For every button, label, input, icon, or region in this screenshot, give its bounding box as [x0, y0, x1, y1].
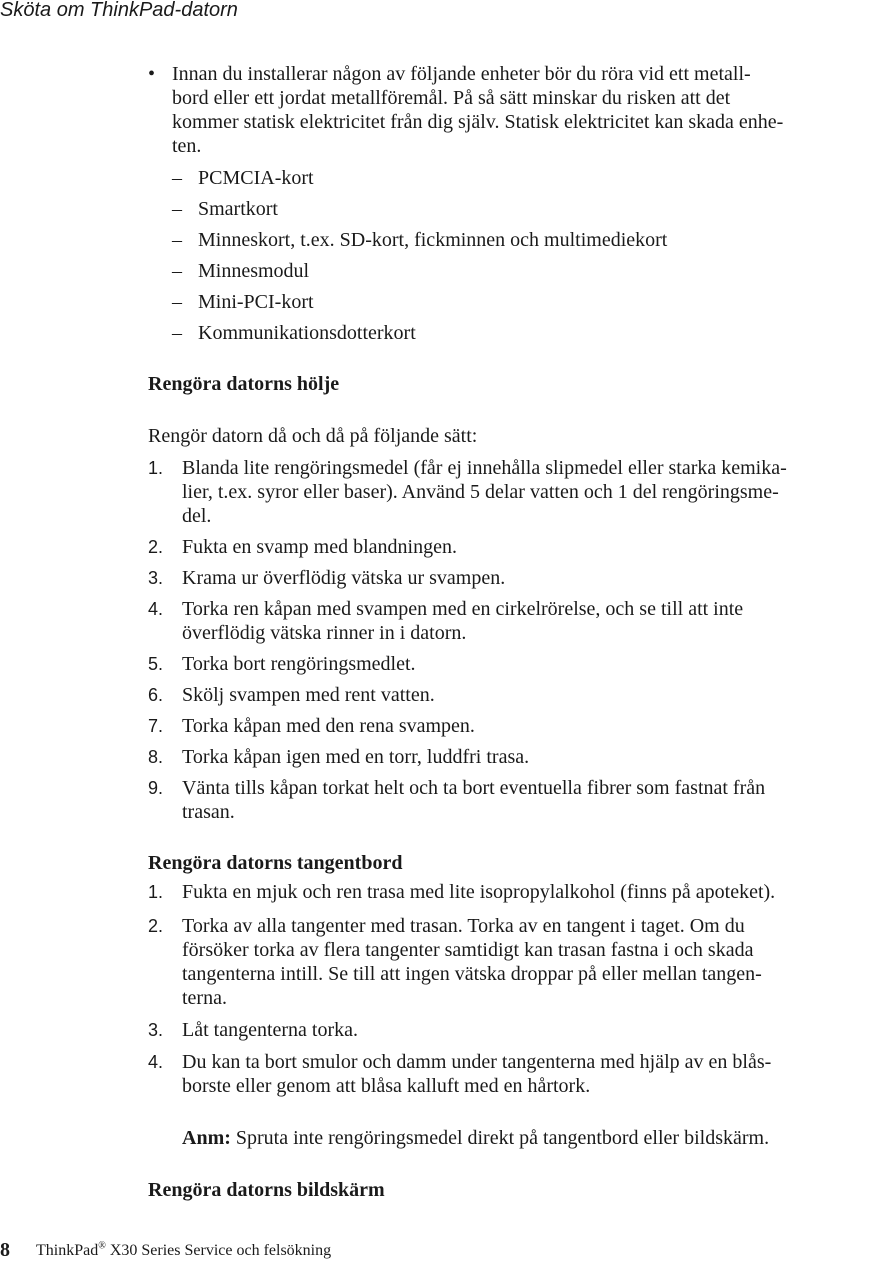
intro-line: kommer statisk elektricitet från dig själv. Statisk elektricitet kan skada enhe- — [172, 111, 784, 133]
dash-marker: – — [172, 198, 182, 220]
step-line: försöker torka av flera tangenter samtidigt kan trasan fastna i och skada — [182, 939, 754, 961]
step-number: 2. — [148, 537, 164, 557]
step-number: 5. — [148, 654, 164, 674]
step-line: Blanda lite rengöringsmedel (får ej innehålla slipmedel eller starka kemika- — [182, 457, 787, 479]
step-line: Torka av alla tangenter med trasan. Torka av en tangent i taget. Om du — [182, 915, 745, 937]
step-line: Torka bort rengöringsmedlet. — [182, 653, 416, 675]
case-intro: Rengör datorn då och då på följande sätt: — [148, 425, 478, 447]
registered-mark: ® — [98, 1240, 106, 1252]
step-line: trasan. — [182, 801, 235, 823]
step-line: Torka ren kåpan med svampen med en cirkelrörelse, och se till att inte — [182, 598, 744, 620]
intro-line: Innan du installerar någon av följande enheter bör du röra vid ett metall- — [172, 63, 751, 85]
intro-line: ten. — [172, 135, 202, 157]
intro-line: bord eller ett jordat metallföremål. På så sätt minskar du risken att det — [172, 87, 731, 109]
step-line: överflödig vätska rinner in i datorn. — [182, 622, 467, 644]
note — [182, 1126, 769, 1150]
step-number: 3. — [148, 568, 164, 588]
step-number: 3. — [148, 1020, 164, 1040]
dash-marker: – — [172, 229, 182, 251]
step-number: 7. — [148, 716, 164, 736]
dash-marker: – — [172, 291, 182, 313]
step-line: Krama ur överflödig vätska ur svampen. — [182, 567, 506, 589]
step-number: 1. — [148, 882, 164, 902]
step-line: lier, t.ex. syror eller baser). Använd 5 delar vatten och 1 del rengöringsme- — [182, 481, 779, 503]
step-line: Vänta tills kåpan torkat helt och ta bort eventuella fibrer som fastnat från — [182, 777, 766, 799]
device-item: Smartkort — [198, 198, 278, 220]
step-number: 4. — [148, 599, 164, 619]
step-line: terna. — [182, 987, 227, 1009]
section-heading-case: Rengöra datorns hölje — [148, 373, 340, 395]
step-line: borste eller genom att blåsa kalluft med en hårtork. — [182, 1075, 591, 1097]
dash-marker: – — [172, 322, 182, 344]
device-item: Kommunikationsdotterkort — [198, 322, 416, 344]
device-item: PCMCIA-kort — [198, 167, 314, 189]
footer-title-rest: X30 Series Service och felsökning — [105, 1242, 332, 1259]
step-line: Torka kåpan med den rena svampen. — [182, 715, 475, 737]
step-number: 9. — [148, 778, 164, 798]
step-number: 8. — [148, 747, 164, 767]
page-header-title: Sköta om ThinkPad-datorn — [0, 0, 238, 21]
dash-marker: – — [172, 167, 182, 189]
step-number: 1. — [148, 458, 164, 478]
step-line: Fukta en mjuk och ren trasa med lite isopropylalkohol (finns på apoteket). — [182, 881, 776, 903]
step-line: del. — [182, 505, 212, 527]
note-label: Anm: — [182, 1127, 231, 1149]
device-item: Minnesmodul — [198, 260, 310, 282]
step-line: Du kan ta bort smulor och damm under tangenterna med hjälp av en blås- — [182, 1051, 772, 1073]
device-item: Mini-PCI-kort — [198, 291, 314, 313]
device-item: Minneskort, t.ex. SD-kort, fickminnen och multimediekort — [198, 229, 668, 251]
step-line: Torka kåpan igen med en torr, luddfri trasa. — [182, 746, 530, 768]
step-line: Fukta en svamp med blandningen. — [182, 536, 457, 558]
step-line: Skölj svampen med rent vatten. — [182, 684, 435, 706]
note-text: Spruta inte rengöringsmedel direkt på tangentbord eller bildskärm. — [235, 1127, 770, 1149]
step-line: Låt tangenterna torka. — [182, 1019, 359, 1041]
step-number: 6. — [148, 685, 164, 705]
bullet-marker: • — [148, 63, 156, 85]
section-heading-display: Rengöra datorns bildskärm — [148, 1179, 385, 1201]
dash-marker: – — [172, 260, 182, 282]
footer-book-title — [36, 1241, 331, 1261]
footer-brand: ThinkPad — [36, 1242, 99, 1259]
step-number: 2. — [148, 916, 164, 936]
page-number: 8 — [0, 1239, 10, 1261]
step-line: tangenterna intill. Se till att ingen vätska droppar på eller mellan tangen- — [182, 963, 762, 985]
step-number: 4. — [148, 1052, 164, 1072]
section-heading-keyboard: Rengöra datorns tangentbord — [148, 852, 403, 874]
